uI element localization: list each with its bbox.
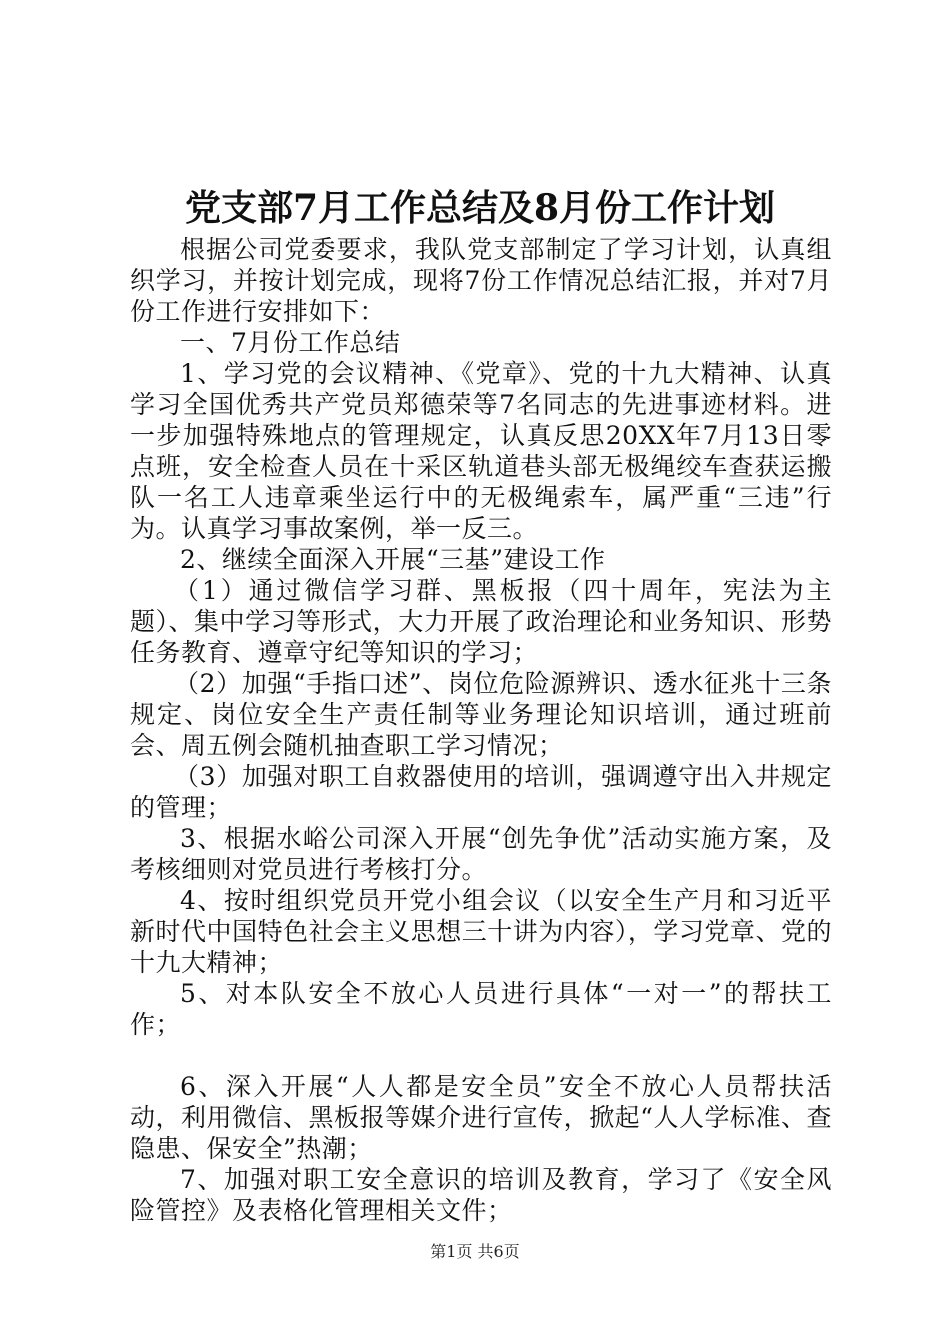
paragraph-intro: 根据公司党委要求，我队党支部制定了学习计划，认真组织学习，并按计划完成，现将7份工作情况总结汇报，并对7月份工作进行安排如下： (130, 235, 832, 326)
paragraph-subitem-3: （3）加强对职工自救器使用的培训，强调遵守出入井规定的管理； (130, 762, 832, 822)
document-title: 党支部7月工作总结及8月份工作计划 (184, 187, 776, 229)
paragraph-subitem-1: （1）通过微信学习群、黑板报（四十周年，宪法为主题）、集中学习等形式，大力开展了政治理论和业务知识、形势任务教育、遵章守纪等知识的学习； (130, 576, 832, 667)
document-body (130, 234, 832, 1226)
section-heading-summary: 一、7月份工作总结 (180, 328, 401, 357)
paragraph-item-7: 7、加强对职工安全意识的培训及教育，学习了《安全风险管控》及表格化管理相关文件； (130, 1165, 832, 1225)
paragraph-item-4: 4、按时组织党员开党小组会议（以安全生产月和习近平新时代中国特色社会主义思想三十讲为内容），学习党章、党的十九大精神； (130, 886, 832, 977)
paragraph-item-6: 6、深入开展“人人都是安全员”安全不放心人员帮扶活动，利用微信、黑板报等媒介进行宣传，掀起“人人学标准、查隐患、保安全”热潮； (130, 1072, 832, 1163)
page-number-footer: 第1页 共6页 (430, 1242, 520, 1261)
paragraph-subitem-2: （2）加强“手指口述”、岗位危险源辨识、透水征兆十三条规定、岗位安全生产责任制等业务理论知识培训，通过班前会、周五例会随机抽查职工学习情况； (130, 669, 832, 760)
paragraph-item-3: 3、根据水峪公司深入开展“创先争优”活动实施方案，及考核细则对党员进行考核打分。 (130, 824, 832, 884)
paragraph-item-5: 5、对本队安全不放心人员进行具体“一对一”的帮扶工作； (130, 979, 832, 1039)
paragraph-item-1: 1、学习党的会议精神、《党章》、党的十九大精神、认真学习全国优秀共产党员郑德荣等7名同志的先进事迹材料。进一步加强特殊地点的管理规定，认真反思20XX年7月13日零点班，安全检查人员在十采区轨道巷头部无极绳绞车查获运搬队一名工人违章乘坐运行中的无极绳索车，属严重“三违”行为。认真学习事故案例，举一反三。 (130, 359, 832, 543)
paragraph-item-2: 2、继续全面深入开展“三基”建设工作 (180, 545, 606, 574)
